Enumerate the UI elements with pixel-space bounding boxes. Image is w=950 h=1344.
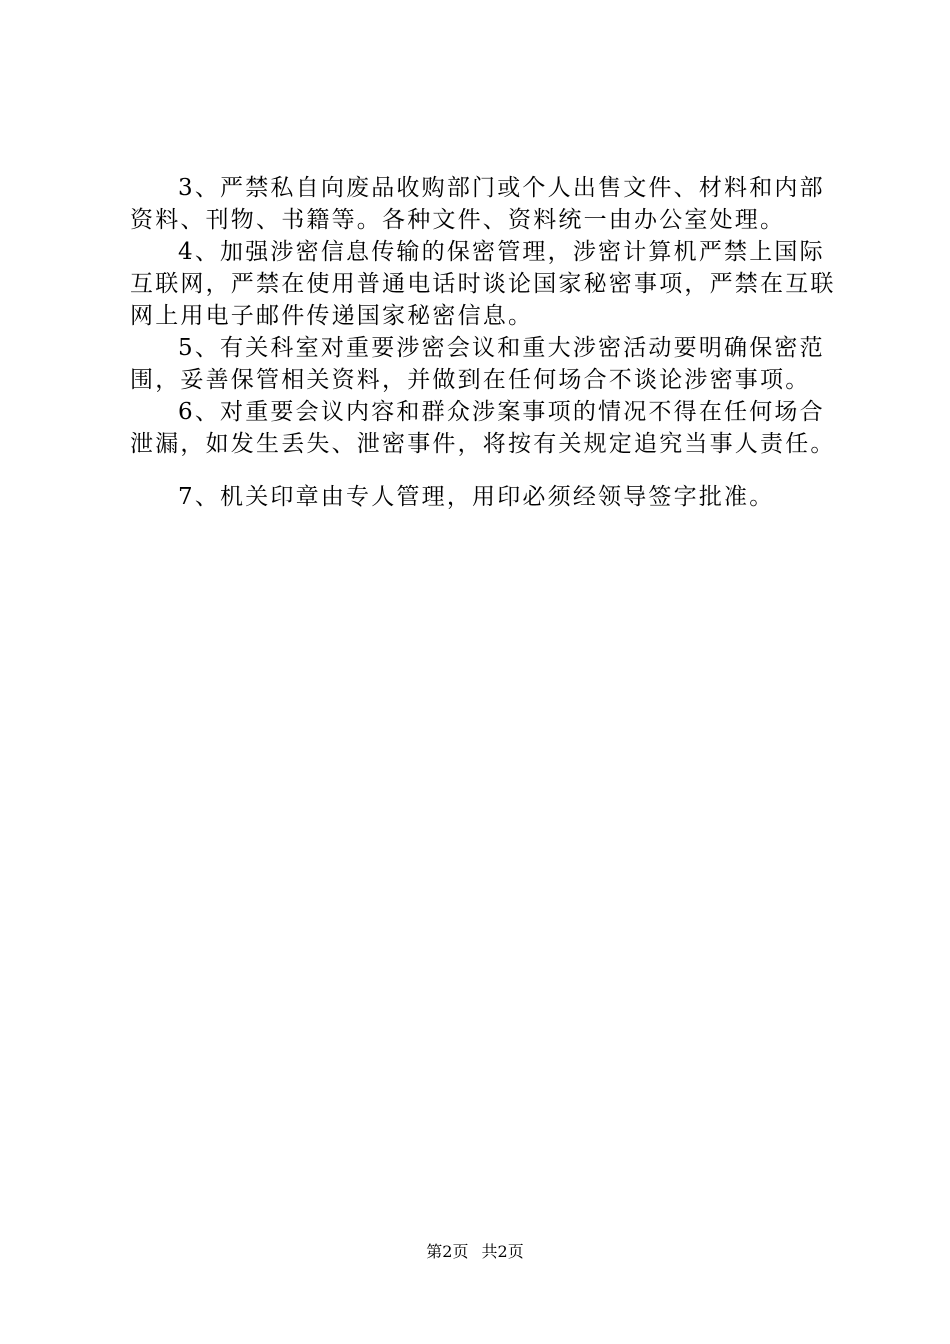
document-body xyxy=(130,172,850,513)
paragraph-item-3: 3、严禁私自向废品收购部门或个人出售文件、材料和内部资料、刊物、书籍等。各种文件、资料统一由办公室处理。 xyxy=(130,175,825,233)
paragraph-item-7: 7、机关印章由专人管理，用印必须经领导签字批准。 xyxy=(178,484,775,510)
paragraph-item-6: 6、对重要会议内容和群众涉案事项的情况不得在任何场合泄漏，如发生丢失、泄密事件，将按有关规定追究当事人责任。 xyxy=(130,399,836,457)
paragraph-item-5: 5、有关科室对重要涉密会议和重大涉密活动要明确保密范围，妥善保管相关资料，并做到在任何场合不谈论涉密事项。 xyxy=(130,335,825,393)
paragraph-item-4: 4、加强涉密信息传输的保密管理，涉密计算机严禁上国际互联网，严禁在使用普通电话时谈论国家秘密事项，严禁在互联网上用电子邮件传递国家秘密信息。 xyxy=(130,239,836,329)
page-number-current: 第2页 xyxy=(426,1242,469,1261)
page-number-total: 共2页 xyxy=(481,1242,524,1261)
page-footer xyxy=(0,1241,950,1263)
